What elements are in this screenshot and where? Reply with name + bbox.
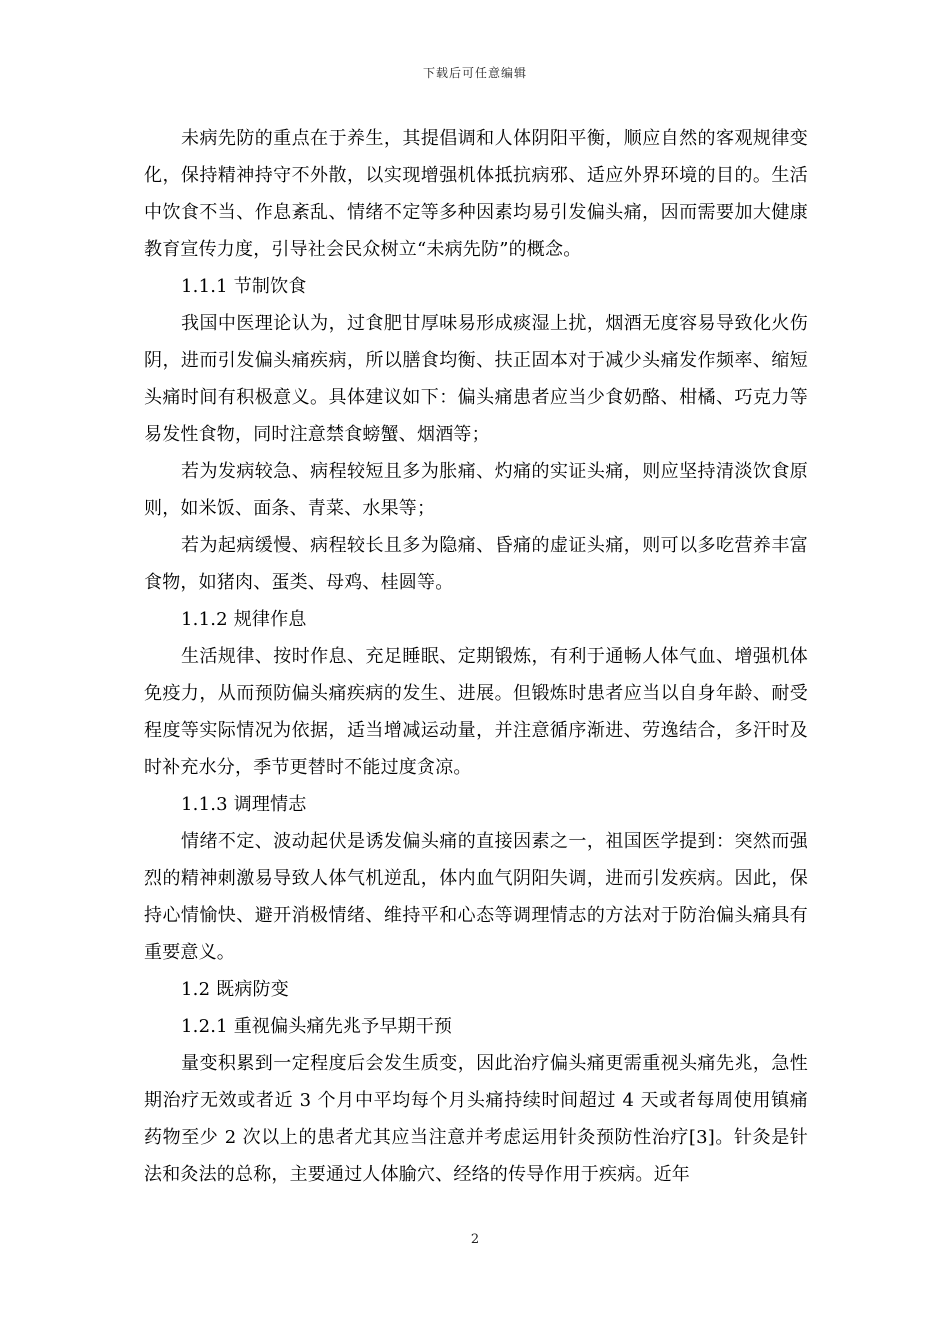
section-heading-1-1-2: 1.1.2 规律作息 <box>181 609 307 630</box>
document-body <box>144 120 808 1193</box>
paragraph-diet-excess: 若为发病较急、病程较短且多为胀痛、灼痛的实证头痛，则应坚持清淡饮食原则，如米饭、面条、青菜、水果等； <box>144 461 808 519</box>
paragraph-routine: 生活规律、按时作息、充足睡眠、定期锻炼，有利于通畅人体气血、增强机体免疫力，从而预防偏头痛疾病的发生、进展。但锻炼时患者应当以自身年龄、耐受程度等实际情况为依据，适当增减运动量，并注意循序渐进、劳逸结合，多汗时及时补充水分，季节更替时不能过度贪凉。 <box>144 646 808 778</box>
page-number: 2 <box>470 1232 480 1247</box>
paragraph-diet: 我国中医理论认为，过食肥甘厚味易形成痰湿上扰，烟酒无度容易导致化火伤阴，进而引发偏头痛疾病，所以膳食均衡、扶正固本对于减少头痛发作频率、缩短头痛时间有积极意义。具体建议如下：偏头痛患者应当少食奶酪、柑橘、巧克力等易发性食物，同时注意禁食螃蟹、烟酒等； <box>144 313 808 445</box>
paragraph-prevention-intro: 未病先防的重点在于养生，其提倡调和人体阴阳平衡，顺应自然的客观规律变化，保持精神持守不外散，以实现增强机体抵抗病邪、适应外界环境的目的。生活中饮食不当、作息紊乱、情绪不定等多种因素均易引发偏头痛，因而需要加大健康教育宣传力度，引导社会民众树立“未病先防”的概念。 <box>144 128 808 260</box>
paragraph-early-intervention: 量变积累到一定程度后会发生质变，因此治疗偏头痛更需重视头痛先兆，急性期治疗无效或者近 3 个月中平均每个月头痛持续时间超过 4 天或者每周使用镇痛药物至少 2 次以上的患者尤其应当注意并考虑运用针灸预防性治疗[3]。针灸是针法和灸法的总称，主要通过人体腧穴、经络的传导作用于疾病。近年 <box>144 1053 808 1185</box>
section-heading-1-1-3: 1.1.3 调理情志 <box>181 794 307 815</box>
section-heading-1-2: 1.2 既病防变 <box>181 979 289 1000</box>
section-heading-1-2-1: 1.2.1 重视偏头痛先兆予早期干预 <box>181 1016 453 1037</box>
page-header: 下载后可任意编辑 <box>422 66 527 80</box>
paragraph-emotion: 情绪不定、波动起伏是诱发偏头痛的直接因素之一，祖国医学提到：突然而强烈的精神刺激易导致人体气机逆乱，体内血气阴阳失调，进而引发疾病。因此，保持心情愉快、避开消极情绪、维持平和心态等调理情志的方法对于防治偏头痛具有重要意义。 <box>144 831 808 963</box>
section-heading-1-1-1: 1.1.1 节制饮食 <box>181 276 307 297</box>
paragraph-diet-deficiency: 若为起病缓慢、病程较长且多为隐痛、昏痛的虚证头痛，则可以多吃营养丰富食物，如猪肉、蛋类、母鸡、桂圆等。 <box>144 535 808 593</box>
